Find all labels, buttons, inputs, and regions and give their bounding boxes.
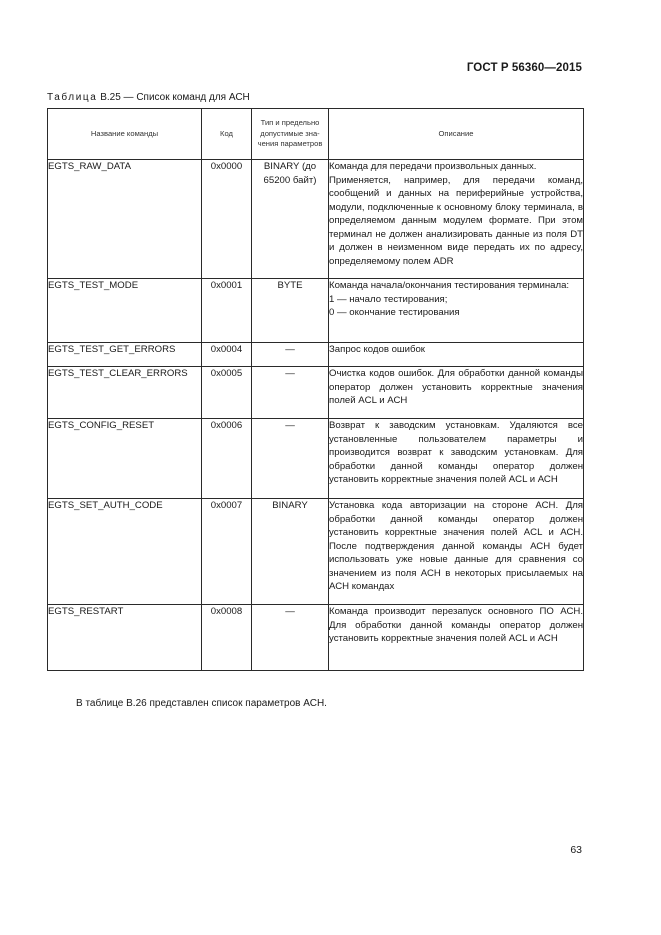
command-name: EGTS_RAW_DATA: [48, 160, 202, 279]
description-list-item: 0 — окончание тестирования: [329, 307, 460, 318]
column-header-code: Код: [202, 109, 252, 160]
command-name: EGTS_TEST_CLEAR_ERRORS: [48, 367, 202, 419]
command-code: 0x0008: [202, 605, 252, 671]
command-code: 0x0004: [202, 343, 252, 367]
table-row: [48, 279, 584, 343]
description-text: Возврат к заводским установкам. Удаляются все установленные пользователем параметры и производится возврат к заводским установкам. Для обработки данной команды оператор должен установить корректные значения полей ACL и АСН: [329, 420, 583, 485]
description-text: Команда начала/окончания тестирования терминала:: [329, 280, 570, 291]
command-name: EGTS_TEST_MODE: [48, 279, 202, 343]
description-text: Установка кода авторизации на стороне АСН. Для обработки данной команды оператор должен установить корректные значения полей ACL и АСН. После подтверждения данной команды АСН будет использовать уже новые данные для сравнения со значением из поля АСН в некоторых присылаемых на АСН командах: [329, 500, 583, 592]
command-type: BYTE: [252, 279, 329, 343]
table-row: [48, 419, 584, 499]
command-type: BINARY (до 65200 байт): [252, 160, 329, 279]
page-number: 63: [570, 844, 582, 856]
command-name: EGTS_SET_AUTH_CODE: [48, 499, 202, 605]
command-code: 0x0000: [202, 160, 252, 279]
command-code: 0x0007: [202, 499, 252, 605]
table-row: [48, 367, 584, 419]
table-row: [48, 605, 584, 671]
command-name: EGTS_RESTART: [48, 605, 202, 671]
table-caption-prefix: Таблица: [47, 92, 98, 103]
column-header-name: Название команды: [48, 109, 202, 160]
description-text: Команда производит перезапуск основного ПО АСН. Для обработки данной команды оператор должен установить корректные значения полей ACL и АСН: [329, 606, 583, 644]
description-text: Команда для передачи произвольных данных.: [329, 161, 537, 172]
command-type: BINARY: [252, 499, 329, 605]
table-row: [48, 343, 584, 367]
command-name: EGTS_CONFIG_RESET: [48, 419, 202, 499]
commands-table: [47, 108, 584, 671]
command-description: [329, 160, 584, 279]
command-description: [329, 499, 584, 605]
description-text: Применяется, например, для передачи команд, сообщений и данных на периферийные устройства, модули, подключенные к основному блоку терминала, в определяемом данным модулем формате. При этом терминал не должен анализировать данные из поля DT и должен в неизменном виде передать их по адресу, определяемому полем ADR: [329, 174, 583, 267]
column-header-type: Тип и предельно допустимые зна-чения параметров: [252, 109, 329, 160]
document-code: ГОСТ Р 56360—2015: [466, 62, 582, 74]
command-type: —: [252, 367, 329, 419]
command-code: 0x0006: [202, 419, 252, 499]
command-type: —: [252, 419, 329, 499]
table-row: [48, 499, 584, 605]
description-list-item: 1 — начало тестирования;: [329, 293, 448, 305]
column-header-description: Описание: [329, 109, 584, 160]
command-description: [329, 367, 584, 419]
table-header-row: [48, 109, 584, 160]
command-type: —: [252, 343, 329, 367]
command-code: 0x0005: [202, 367, 252, 419]
table-caption: [47, 92, 250, 103]
command-code: 0x0001: [202, 279, 252, 343]
command-name: EGTS_TEST_GET_ERRORS: [48, 343, 202, 367]
command-description: [329, 343, 584, 367]
after-table-paragraph: В таблице В.26 представлен список параметров АСН.: [76, 698, 327, 709]
command-description: [329, 605, 584, 671]
table-caption-title: В.25 — Список команд для АСН: [100, 92, 250, 103]
description-text: Запрос кодов ошибок: [329, 344, 426, 355]
description-text: Очистка кодов ошибок. Для обработки данной команды оператор должен установить корректные значения полей ACL и АСН: [329, 368, 583, 406]
command-description: [329, 279, 584, 343]
command-description: [329, 419, 584, 499]
command-type: —: [252, 605, 329, 671]
table-row: [48, 160, 584, 279]
